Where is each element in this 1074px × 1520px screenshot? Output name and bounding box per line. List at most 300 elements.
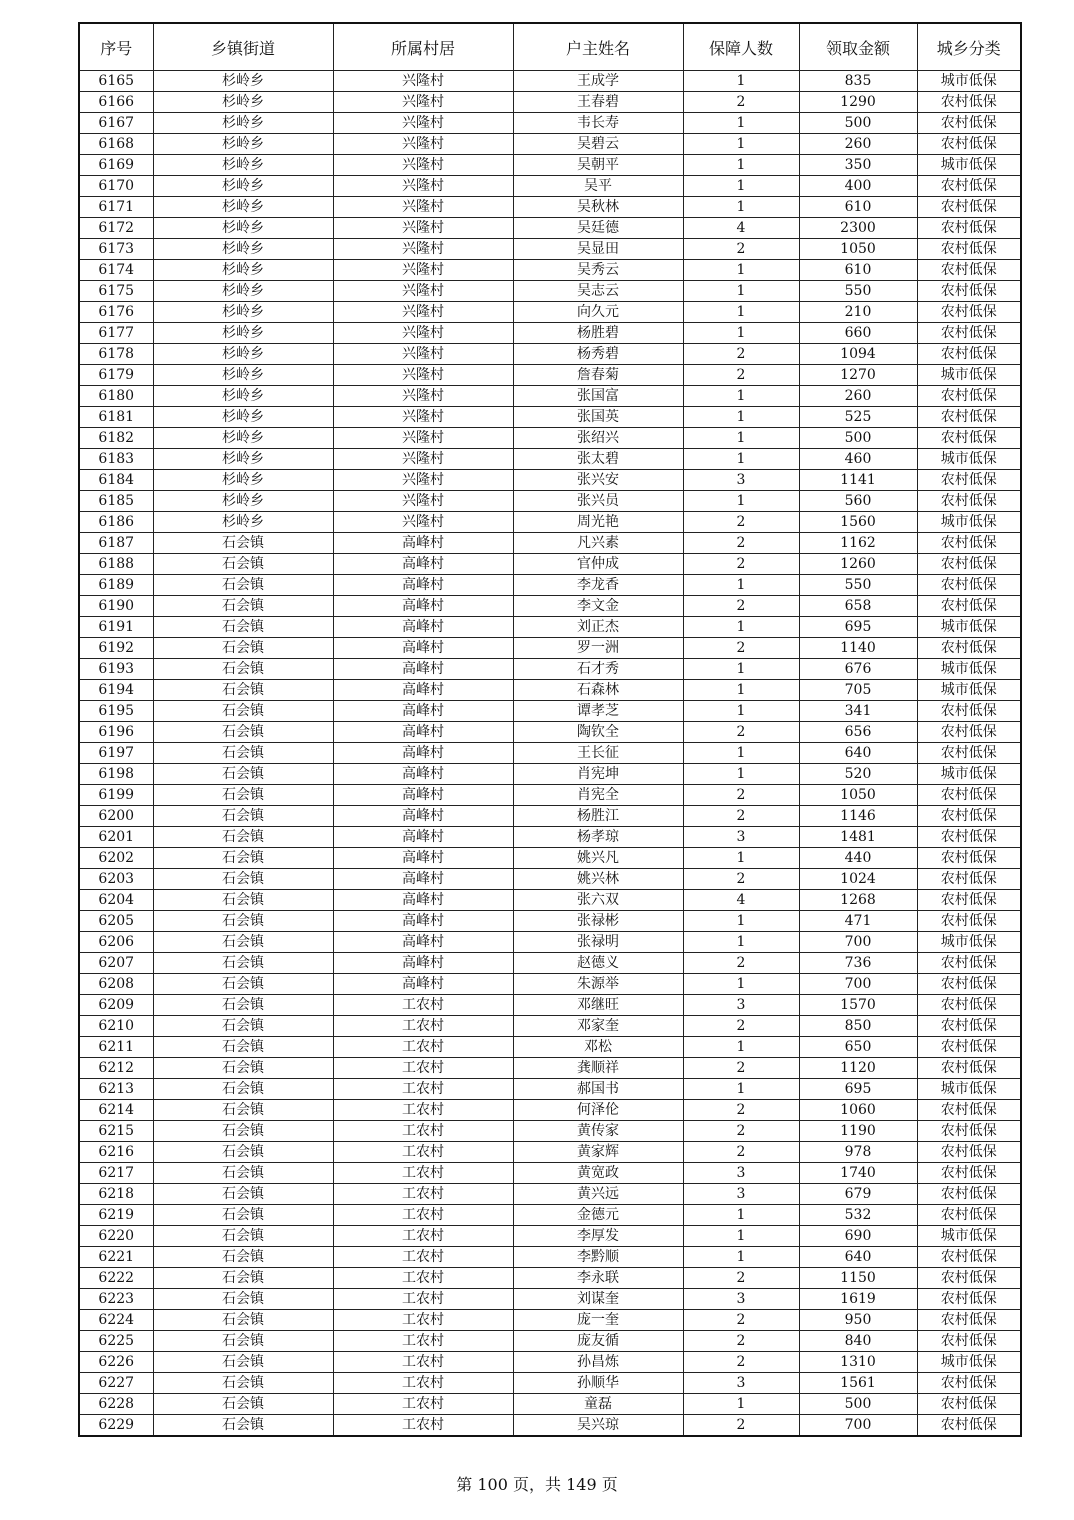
cell-index: 6225 <box>79 1331 153 1352</box>
table-row <box>79 848 1021 869</box>
cell-village: 工农村 <box>333 1268 513 1289</box>
cell-amount: 500 <box>799 1394 917 1415</box>
cell-category: 城市低保 <box>917 932 1021 953</box>
cell-township: 石会镇 <box>153 1352 333 1373</box>
table-row <box>79 1394 1021 1415</box>
cell-householder: 孙顺华 <box>513 1373 683 1394</box>
cell-index: 6229 <box>79 1415 153 1437</box>
cell-village: 兴隆村 <box>333 218 513 239</box>
cell-amount: 1140 <box>799 638 917 659</box>
cell-householder: 黄传家 <box>513 1121 683 1142</box>
cell-index: 6186 <box>79 512 153 533</box>
cell-category: 城市低保 <box>917 365 1021 386</box>
cell-village: 工农村 <box>333 1121 513 1142</box>
cell-village: 兴隆村 <box>333 197 513 218</box>
cell-householder: 李厚发 <box>513 1226 683 1247</box>
cell-index: 6182 <box>79 428 153 449</box>
cell-village: 高峰村 <box>333 533 513 554</box>
cell-village: 工农村 <box>333 995 513 1016</box>
cell-township: 石会镇 <box>153 617 333 638</box>
cell-householder: 张兴安 <box>513 470 683 491</box>
cell-index: 6194 <box>79 680 153 701</box>
cell-township: 杉岭乡 <box>153 134 333 155</box>
cell-township: 石会镇 <box>153 806 333 827</box>
table-row <box>79 92 1021 113</box>
cell-township: 石会镇 <box>153 1394 333 1415</box>
cell-index: 6168 <box>79 134 153 155</box>
cell-amount: 700 <box>799 974 917 995</box>
cell-category: 农村低保 <box>917 134 1021 155</box>
cell-index: 6193 <box>79 659 153 680</box>
cell-householder: 杨胜江 <box>513 806 683 827</box>
cell-householder: 官仲成 <box>513 554 683 575</box>
cell-index: 6216 <box>79 1142 153 1163</box>
cell-township: 石会镇 <box>153 1184 333 1205</box>
cell-category: 农村低保 <box>917 1058 1021 1079</box>
cell-village: 兴隆村 <box>333 344 513 365</box>
table-row <box>79 869 1021 890</box>
cell-index: 6221 <box>79 1247 153 1268</box>
cell-persons: 1 <box>683 407 799 428</box>
table-row <box>79 113 1021 134</box>
cell-persons: 2 <box>683 1352 799 1373</box>
cell-persons: 1 <box>683 617 799 638</box>
cell-amount: 210 <box>799 302 917 323</box>
table-row <box>79 596 1021 617</box>
cell-persons: 1 <box>683 1394 799 1415</box>
cell-index: 6189 <box>79 575 153 596</box>
cell-householder: 吴显田 <box>513 239 683 260</box>
cell-village: 工农村 <box>333 1352 513 1373</box>
table-row <box>79 785 1021 806</box>
cell-persons: 2 <box>683 1121 799 1142</box>
cell-category: 农村低保 <box>917 848 1021 869</box>
cell-township: 石会镇 <box>153 890 333 911</box>
cell-index: 6215 <box>79 1121 153 1142</box>
cell-householder: 庞一奎 <box>513 1310 683 1331</box>
cell-category: 农村低保 <box>917 1016 1021 1037</box>
cell-persons: 3 <box>683 827 799 848</box>
cell-householder: 谭孝芝 <box>513 701 683 722</box>
cell-index: 6190 <box>79 596 153 617</box>
cell-persons: 1 <box>683 743 799 764</box>
cell-village: 兴隆村 <box>333 113 513 134</box>
cell-village: 兴隆村 <box>333 134 513 155</box>
table-row <box>79 239 1021 260</box>
header-persons: 保障人数 <box>683 23 799 71</box>
welfare-table <box>78 22 1022 1437</box>
cell-village: 高峰村 <box>333 701 513 722</box>
cell-amount: 460 <box>799 449 917 470</box>
table-row <box>79 1331 1021 1352</box>
cell-category: 农村低保 <box>917 638 1021 659</box>
cell-village: 工农村 <box>333 1226 513 1247</box>
cell-amount: 471 <box>799 911 917 932</box>
cell-persons: 2 <box>683 806 799 827</box>
cell-householder: 张国英 <box>513 407 683 428</box>
cell-township: 石会镇 <box>153 1100 333 1121</box>
cell-persons: 1 <box>683 113 799 134</box>
cell-category: 城市低保 <box>917 1352 1021 1373</box>
cell-householder: 黄家辉 <box>513 1142 683 1163</box>
cell-householder: 刘谋奎 <box>513 1289 683 1310</box>
cell-category: 农村低保 <box>917 407 1021 428</box>
cell-persons: 3 <box>683 1184 799 1205</box>
cell-township: 石会镇 <box>153 869 333 890</box>
cell-index: 6210 <box>79 1016 153 1037</box>
cell-village: 兴隆村 <box>333 449 513 470</box>
cell-village: 兴隆村 <box>333 428 513 449</box>
cell-persons: 2 <box>683 869 799 890</box>
cell-village: 工农村 <box>333 1079 513 1100</box>
cell-township: 杉岭乡 <box>153 71 333 92</box>
cell-village: 兴隆村 <box>333 239 513 260</box>
cell-amount: 1290 <box>799 92 917 113</box>
table-row <box>79 827 1021 848</box>
cell-persons: 1 <box>683 974 799 995</box>
cell-amount: 695 <box>799 1079 917 1100</box>
cell-amount: 840 <box>799 1331 917 1352</box>
cell-persons: 2 <box>683 785 799 806</box>
cell-householder: 郝国书 <box>513 1079 683 1100</box>
cell-amount: 1150 <box>799 1268 917 1289</box>
cell-index: 6177 <box>79 323 153 344</box>
cell-category: 农村低保 <box>917 1268 1021 1289</box>
cell-category: 农村低保 <box>917 239 1021 260</box>
cell-category: 农村低保 <box>917 428 1021 449</box>
cell-householder: 张太碧 <box>513 449 683 470</box>
cell-amount: 835 <box>799 71 917 92</box>
cell-householder: 杨秀碧 <box>513 344 683 365</box>
cell-township: 石会镇 <box>153 1331 333 1352</box>
cell-village: 兴隆村 <box>333 260 513 281</box>
table-row <box>79 1226 1021 1247</box>
cell-index: 6214 <box>79 1100 153 1121</box>
cell-persons: 4 <box>683 890 799 911</box>
cell-householder: 向久元 <box>513 302 683 323</box>
cell-index: 6200 <box>79 806 153 827</box>
header-township: 乡镇街道 <box>153 23 333 71</box>
cell-amount: 850 <box>799 1016 917 1037</box>
cell-householder: 刘正杰 <box>513 617 683 638</box>
cell-persons: 1 <box>683 680 799 701</box>
table-row <box>79 1016 1021 1037</box>
cell-category: 农村低保 <box>917 974 1021 995</box>
cell-township: 石会镇 <box>153 1163 333 1184</box>
cell-amount: 660 <box>799 323 917 344</box>
cell-index: 6165 <box>79 71 153 92</box>
table-row <box>79 701 1021 722</box>
cell-category: 城市低保 <box>917 764 1021 785</box>
cell-index: 6174 <box>79 260 153 281</box>
cell-householder: 詹春菊 <box>513 365 683 386</box>
cell-category: 农村低保 <box>917 722 1021 743</box>
table-row <box>79 344 1021 365</box>
cell-index: 6203 <box>79 869 153 890</box>
cell-category: 农村低保 <box>917 1121 1021 1142</box>
cell-township: 石会镇 <box>153 764 333 785</box>
cell-index: 6195 <box>79 701 153 722</box>
table-row <box>79 995 1021 1016</box>
cell-persons: 1 <box>683 659 799 680</box>
cell-persons: 2 <box>683 953 799 974</box>
cell-township: 石会镇 <box>153 1205 333 1226</box>
cell-householder: 张六双 <box>513 890 683 911</box>
cell-township: 杉岭乡 <box>153 491 333 512</box>
cell-index: 6212 <box>79 1058 153 1079</box>
cell-index: 6224 <box>79 1310 153 1331</box>
cell-persons: 2 <box>683 722 799 743</box>
table-row <box>79 743 1021 764</box>
cell-township: 石会镇 <box>153 1037 333 1058</box>
cell-persons: 2 <box>683 1415 799 1437</box>
header-householder: 户主姓名 <box>513 23 683 71</box>
table-row <box>79 302 1021 323</box>
cell-amount: 500 <box>799 428 917 449</box>
cell-householder: 王长征 <box>513 743 683 764</box>
cell-village: 兴隆村 <box>333 176 513 197</box>
cell-category: 农村低保 <box>917 1100 1021 1121</box>
cell-category: 农村低保 <box>917 1415 1021 1437</box>
cell-township: 杉岭乡 <box>153 155 333 176</box>
cell-householder: 王成学 <box>513 71 683 92</box>
cell-index: 6220 <box>79 1226 153 1247</box>
cell-persons: 1 <box>683 764 799 785</box>
cell-village: 兴隆村 <box>333 92 513 113</box>
cell-persons: 1 <box>683 1226 799 1247</box>
cell-amount: 440 <box>799 848 917 869</box>
cell-category: 农村低保 <box>917 869 1021 890</box>
cell-householder: 吴碧云 <box>513 134 683 155</box>
cell-village: 高峰村 <box>333 554 513 575</box>
cell-category: 农村低保 <box>917 92 1021 113</box>
table-row <box>79 638 1021 659</box>
table-row <box>79 197 1021 218</box>
cell-index: 6197 <box>79 743 153 764</box>
cell-category: 城市低保 <box>917 617 1021 638</box>
cell-householder: 姚兴凡 <box>513 848 683 869</box>
cell-category: 农村低保 <box>917 491 1021 512</box>
cell-householder: 吴兴琼 <box>513 1415 683 1437</box>
cell-index: 6218 <box>79 1184 153 1205</box>
header-amount: 领取金额 <box>799 23 917 71</box>
cell-category: 农村低保 <box>917 806 1021 827</box>
cell-amount: 550 <box>799 575 917 596</box>
cell-township: 石会镇 <box>153 848 333 869</box>
cell-village: 高峰村 <box>333 869 513 890</box>
cell-township: 石会镇 <box>153 533 333 554</box>
cell-village: 兴隆村 <box>333 302 513 323</box>
table-row <box>79 155 1021 176</box>
cell-householder: 石才秀 <box>513 659 683 680</box>
cell-amount: 500 <box>799 113 917 134</box>
cell-township: 杉岭乡 <box>153 176 333 197</box>
cell-amount: 1162 <box>799 533 917 554</box>
table-row <box>79 1247 1021 1268</box>
cell-persons: 2 <box>683 554 799 575</box>
cell-category: 农村低保 <box>917 176 1021 197</box>
cell-village: 兴隆村 <box>333 281 513 302</box>
cell-index: 6185 <box>79 491 153 512</box>
cell-index: 6169 <box>79 155 153 176</box>
cell-persons: 1 <box>683 155 799 176</box>
table-row <box>79 386 1021 407</box>
cell-index: 6204 <box>79 890 153 911</box>
cell-village: 兴隆村 <box>333 407 513 428</box>
cell-amount: 260 <box>799 134 917 155</box>
cell-householder: 凡兴素 <box>513 533 683 554</box>
cell-persons: 1 <box>683 197 799 218</box>
cell-index: 6188 <box>79 554 153 575</box>
cell-householder: 石森林 <box>513 680 683 701</box>
cell-householder: 罗一洲 <box>513 638 683 659</box>
cell-village: 工农村 <box>333 1205 513 1226</box>
cell-village: 高峰村 <box>333 680 513 701</box>
header-category: 城乡分类 <box>917 23 1021 71</box>
table-row <box>79 575 1021 596</box>
cell-township: 杉岭乡 <box>153 512 333 533</box>
cell-householder: 张国富 <box>513 386 683 407</box>
cell-amount: 736 <box>799 953 917 974</box>
cell-township: 杉岭乡 <box>153 365 333 386</box>
header-index: 序号 <box>79 23 153 71</box>
cell-township: 石会镇 <box>153 1373 333 1394</box>
cell-amount: 656 <box>799 722 917 743</box>
table-row <box>79 323 1021 344</box>
cell-amount: 1050 <box>799 239 917 260</box>
cell-amount: 1740 <box>799 1163 917 1184</box>
cell-householder: 张绍兴 <box>513 428 683 449</box>
cell-township: 杉岭乡 <box>153 344 333 365</box>
cell-amount: 700 <box>799 1415 917 1437</box>
table-row <box>79 974 1021 995</box>
cell-persons: 2 <box>683 638 799 659</box>
cell-persons: 1 <box>683 1247 799 1268</box>
cell-persons: 1 <box>683 932 799 953</box>
cell-township: 石会镇 <box>153 827 333 848</box>
cell-category: 农村低保 <box>917 281 1021 302</box>
cell-category: 城市低保 <box>917 449 1021 470</box>
cell-township: 杉岭乡 <box>153 386 333 407</box>
cell-category: 城市低保 <box>917 659 1021 680</box>
cell-index: 6173 <box>79 239 153 260</box>
cell-persons: 1 <box>683 260 799 281</box>
cell-persons: 3 <box>683 1373 799 1394</box>
cell-amount: 650 <box>799 1037 917 1058</box>
cell-householder: 邓继旺 <box>513 995 683 1016</box>
cell-village: 高峰村 <box>333 575 513 596</box>
table-row <box>79 1352 1021 1373</box>
cell-amount: 690 <box>799 1226 917 1247</box>
cell-amount: 1481 <box>799 827 917 848</box>
cell-persons: 1 <box>683 911 799 932</box>
cell-village: 工农村 <box>333 1058 513 1079</box>
cell-village: 高峰村 <box>333 911 513 932</box>
cell-persons: 2 <box>683 239 799 260</box>
cell-index: 6207 <box>79 953 153 974</box>
cell-householder: 金德元 <box>513 1205 683 1226</box>
cell-township: 石会镇 <box>153 1289 333 1310</box>
cell-category: 农村低保 <box>917 344 1021 365</box>
cell-persons: 2 <box>683 1268 799 1289</box>
table-row <box>79 491 1021 512</box>
cell-village: 工农村 <box>333 1331 513 1352</box>
cell-amount: 525 <box>799 407 917 428</box>
cell-amount: 1190 <box>799 1121 917 1142</box>
cell-township: 石会镇 <box>153 596 333 617</box>
table-row <box>79 1058 1021 1079</box>
cell-category: 农村低保 <box>917 113 1021 134</box>
cell-amount: 610 <box>799 260 917 281</box>
cell-amount: 1268 <box>799 890 917 911</box>
cell-amount: 1570 <box>799 995 917 1016</box>
cell-index: 6217 <box>79 1163 153 1184</box>
cell-amount: 1561 <box>799 1373 917 1394</box>
cell-index: 6226 <box>79 1352 153 1373</box>
cell-village: 高峰村 <box>333 848 513 869</box>
table-row <box>79 932 1021 953</box>
table-row <box>79 1079 1021 1100</box>
cell-persons: 3 <box>683 470 799 491</box>
cell-category: 城市低保 <box>917 71 1021 92</box>
cell-amount: 676 <box>799 659 917 680</box>
table-row <box>79 71 1021 92</box>
cell-category: 农村低保 <box>917 554 1021 575</box>
cell-village: 工农村 <box>333 1016 513 1037</box>
cell-village: 工农村 <box>333 1100 513 1121</box>
cell-township: 石会镇 <box>153 1058 333 1079</box>
cell-index: 6199 <box>79 785 153 806</box>
cell-township: 杉岭乡 <box>153 323 333 344</box>
cell-persons: 2 <box>683 1058 799 1079</box>
cell-householder: 李龙香 <box>513 575 683 596</box>
cell-village: 高峰村 <box>333 890 513 911</box>
cell-persons: 4 <box>683 218 799 239</box>
cell-township: 杉岭乡 <box>153 470 333 491</box>
cell-village: 高峰村 <box>333 722 513 743</box>
cell-township: 石会镇 <box>153 785 333 806</box>
cell-category: 城市低保 <box>917 680 1021 701</box>
cell-village: 高峰村 <box>333 953 513 974</box>
cell-category: 农村低保 <box>917 890 1021 911</box>
cell-amount: 700 <box>799 932 917 953</box>
cell-township: 杉岭乡 <box>153 428 333 449</box>
cell-category: 农村低保 <box>917 1142 1021 1163</box>
cell-householder: 黄兴远 <box>513 1184 683 1205</box>
cell-category: 农村低保 <box>917 596 1021 617</box>
cell-index: 6213 <box>79 1079 153 1100</box>
table-row <box>79 1310 1021 1331</box>
table-row <box>79 428 1021 449</box>
cell-category: 城市低保 <box>917 155 1021 176</box>
cell-householder: 吴志云 <box>513 281 683 302</box>
table-row <box>79 470 1021 491</box>
cell-category: 农村低保 <box>917 533 1021 554</box>
cell-category: 农村低保 <box>917 1037 1021 1058</box>
cell-householder: 童磊 <box>513 1394 683 1415</box>
cell-householder: 姚兴林 <box>513 869 683 890</box>
cell-persons: 1 <box>683 134 799 155</box>
cell-township: 石会镇 <box>153 995 333 1016</box>
cell-householder: 李永联 <box>513 1268 683 1289</box>
cell-village: 高峰村 <box>333 638 513 659</box>
cell-index: 6219 <box>79 1205 153 1226</box>
cell-amount: 640 <box>799 743 917 764</box>
cell-village: 工农村 <box>333 1247 513 1268</box>
cell-township: 石会镇 <box>153 1226 333 1247</box>
cell-index: 6172 <box>79 218 153 239</box>
cell-township: 杉岭乡 <box>153 239 333 260</box>
